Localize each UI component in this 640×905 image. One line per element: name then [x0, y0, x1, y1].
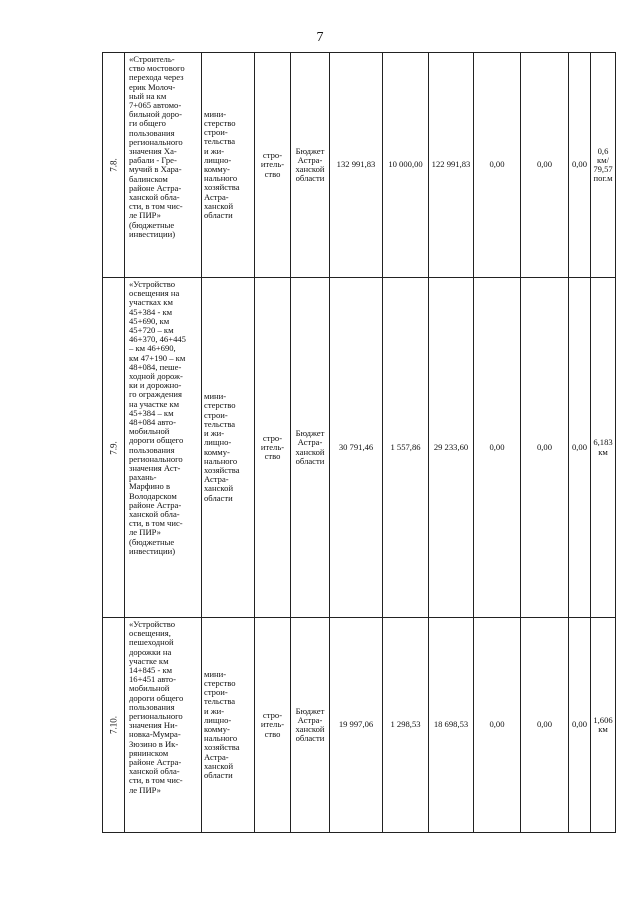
year-1-amount: 10 000,00: [383, 53, 429, 278]
year-3-amount: 0,00: [474, 278, 521, 618]
work-type: стро- итель- ство: [255, 618, 291, 833]
row-number: 7.9.: [103, 278, 125, 618]
year-2-amount: 122 991,83: [429, 53, 474, 278]
executor: мини- стерство строи- тельства и жи- лищно- комму- нального хозяйства Астра- ханской области: [202, 278, 255, 618]
year-1-amount: 1 557,86: [383, 278, 429, 618]
budget-table: [102, 52, 616, 833]
object-name: «Строитель- ство мостового перехода через ерик Молоч- ный на км 7+065 автомо- бильной доро- ги общего пользования регионального значения Ха- рабали - Гре- мучий в Хара- балинском районе Астра- ханской обла- сти, в том чис- ле ПИР» (бюджетные инвестиции): [125, 53, 202, 278]
capacity: 1,606 км: [591, 618, 616, 833]
year-4-amount: 0,00: [521, 618, 569, 833]
row-number: 7.10.: [103, 618, 125, 833]
page-number: 7: [316, 30, 324, 45]
year-3-amount: 0,00: [474, 618, 521, 833]
object-name: «Устройство освещения, пешеходной дорожки на участке км 14+845 - км 16+451 авто- мобильной дороги общего пользования регионального значения Ни- новка-Мумра- Зюзино в Ик- рянинском районе Астра- ханской обла- сти, в том чис- ле ПИР»: [125, 618, 202, 833]
funding-source: Бюджет Астра- ханской области: [291, 278, 330, 618]
object-name: «Устройство освещения на участках км 45+384 - км 45+690, км 45+720 – км 46+370, 46+445 – км 46+690, км 47+190 – км 48+084, пеше- ходной дорож- ки и дорожно- го ограждения на участке км 45+384 – км 48+084 авто- мобильной дороги общего пользования регионального значения Аст- рахань- Марфино в Володарском районе Астра- ханской обла- сти, в том чис- ле ПИР» (бюджетные инвестиции): [125, 278, 202, 618]
capacity: 6,183 км: [591, 278, 616, 618]
year-5-amount: 0,00: [569, 53, 591, 278]
year-1-amount: 1 298,53: [383, 618, 429, 833]
capacity: 0,6 км/ 79,57 пог.м: [591, 53, 616, 278]
executor: мини- стерство строи- тельства и жи- лищно- комму- нального хозяйства Астра- ханской области: [202, 53, 255, 278]
row-number: 7.8.: [103, 53, 125, 278]
year-5-amount: 0,00: [569, 278, 591, 618]
table-row: [103, 278, 616, 618]
funding-source: Бюджет Астра- ханской области: [291, 618, 330, 833]
total-amount: 30 791,46: [330, 278, 383, 618]
year-4-amount: 0,00: [521, 53, 569, 278]
year-4-amount: 0,00: [521, 278, 569, 618]
year-5-amount: 0,00: [569, 618, 591, 833]
total-amount: 132 991,83: [330, 53, 383, 278]
work-type: стро- итель- ство: [255, 53, 291, 278]
funding-source: Бюджет Астра- ханской области: [291, 53, 330, 278]
year-2-amount: 29 233,60: [429, 278, 474, 618]
total-amount: 19 997,06: [330, 618, 383, 833]
year-2-amount: 18 698,53: [429, 618, 474, 833]
year-3-amount: 0,00: [474, 53, 521, 278]
table-row: [103, 618, 616, 833]
table-row: [103, 53, 616, 278]
work-type: стро- итель- ство: [255, 278, 291, 618]
executor: мини- стерство строи- тельства и жи- лищно- комму- нального хозяйства Астра- ханской области: [202, 618, 255, 833]
